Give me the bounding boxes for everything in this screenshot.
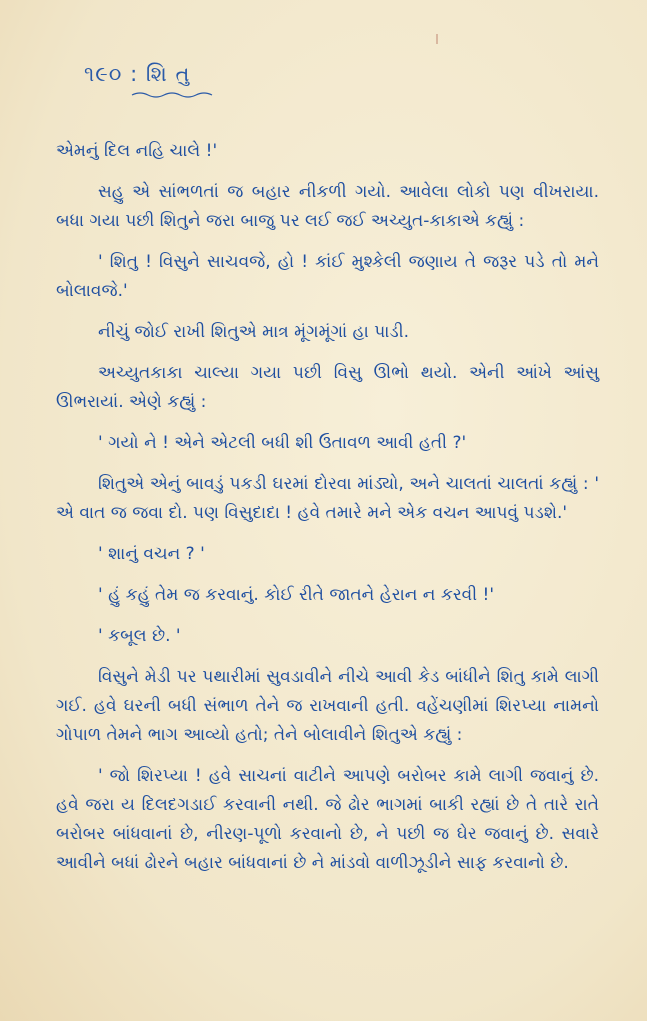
paragraph-10: ' કબૂલ છે. '	[98, 626, 181, 646]
page-number: ૧૯૦	[84, 62, 123, 86]
paragraph-11: વિસુને મેડી પર પથારીમાં સુવડાવીને નીચે આવી કેડ બાંધીને શિતુ કામે લાગી ગઈ. હવે ઘરની બધી સંભાળ તેને જ રાખવાની હતી. વહેંચણીમાં શિરપ્યા નામનો ગોપાળ તેમને ભાગ આવ્યો હતો; તેને બોલાવીને શિતુએ કહ્યું :	[56, 667, 599, 745]
paragraph-9: ' હું કહું તેમ જ કરવાનું. કોઈ રીતે જાતને હેરાન ન કરવી !'	[98, 585, 495, 605]
page-mark	[436, 34, 438, 44]
page-header	[84, 62, 599, 87]
paragraph-3: ' શિતુ ! વિસુને સાચવજે, હો ! કાંઈ મુશ્કેલી જણાય તે જરૂર પડે તો મને બોલાવજે.'	[56, 252, 599, 301]
header-underline	[130, 91, 220, 99]
paragraph-5: અચ્યુતકાકા ચાલ્યા ગયા પછી વિસુ ઊભો થયો. એની આંખે આંસુ ઊભરાયાં. એણે કહ્યું :	[56, 363, 599, 412]
paragraph-4: નીચું જોઈ રાખી શિતુએ માત્ર મૂંગમૂંગાં હા પાડી.	[98, 322, 410, 342]
paragraph-1: એમનું દિલ નહિ ચાલે !'	[56, 141, 218, 161]
paragraph-8: ' શાનું વચન ? '	[98, 544, 205, 564]
paragraph-6: ' ગયો ને ! એને એટલી બધી શી ઉતાવળ આવી હતી ?'	[98, 433, 467, 453]
paragraph-7: શિતુએ એનું બાવડું પકડી ઘરમાં દોરવા માંડ્યો, અને ચાલતાં ચાલતાં કહ્યું : ' એ વાત જ જવા દો. પણ વિસુદાદા ! હવે તમારે મને એક વચન આપવું પડશે.'	[56, 474, 599, 523]
paragraph-2: સહુ એ સાંભળતાં જ બહાર નીકળી ગયો. આવેલા લોકો પણ વીખરાયા. બધા ગયા પછી શિતુને જરા બાજુ પર લઈ જઈ અચ્યુત-કાકાએ કહ્યું :	[56, 182, 599, 231]
paragraph-12: ' જો શિરપ્યા ! હવે સાચનાં વાટીને આપણે બરોબર કામે લાગી જવાનું છે. હવે જરા ય દિલદગડાઈ કરવાની નથી. જે ઢોર ભાગમાં બાકી રહ્યાં છે તે તારે રાતે બરોબર બાંધવાનાં છે, નીરણ-પૂળો કરવાનો છે, ને પછી જ ઘેર જવાનું છે. સવારે આવીને બધાં ઢોરને બહાર બાંધવાનાં છે ને માંડવો વાળીઝૂડીને સાફ કરવાનો છે.	[56, 766, 599, 873]
header-separator: :	[130, 62, 139, 86]
chapter-title: શિ તુ	[145, 62, 191, 86]
